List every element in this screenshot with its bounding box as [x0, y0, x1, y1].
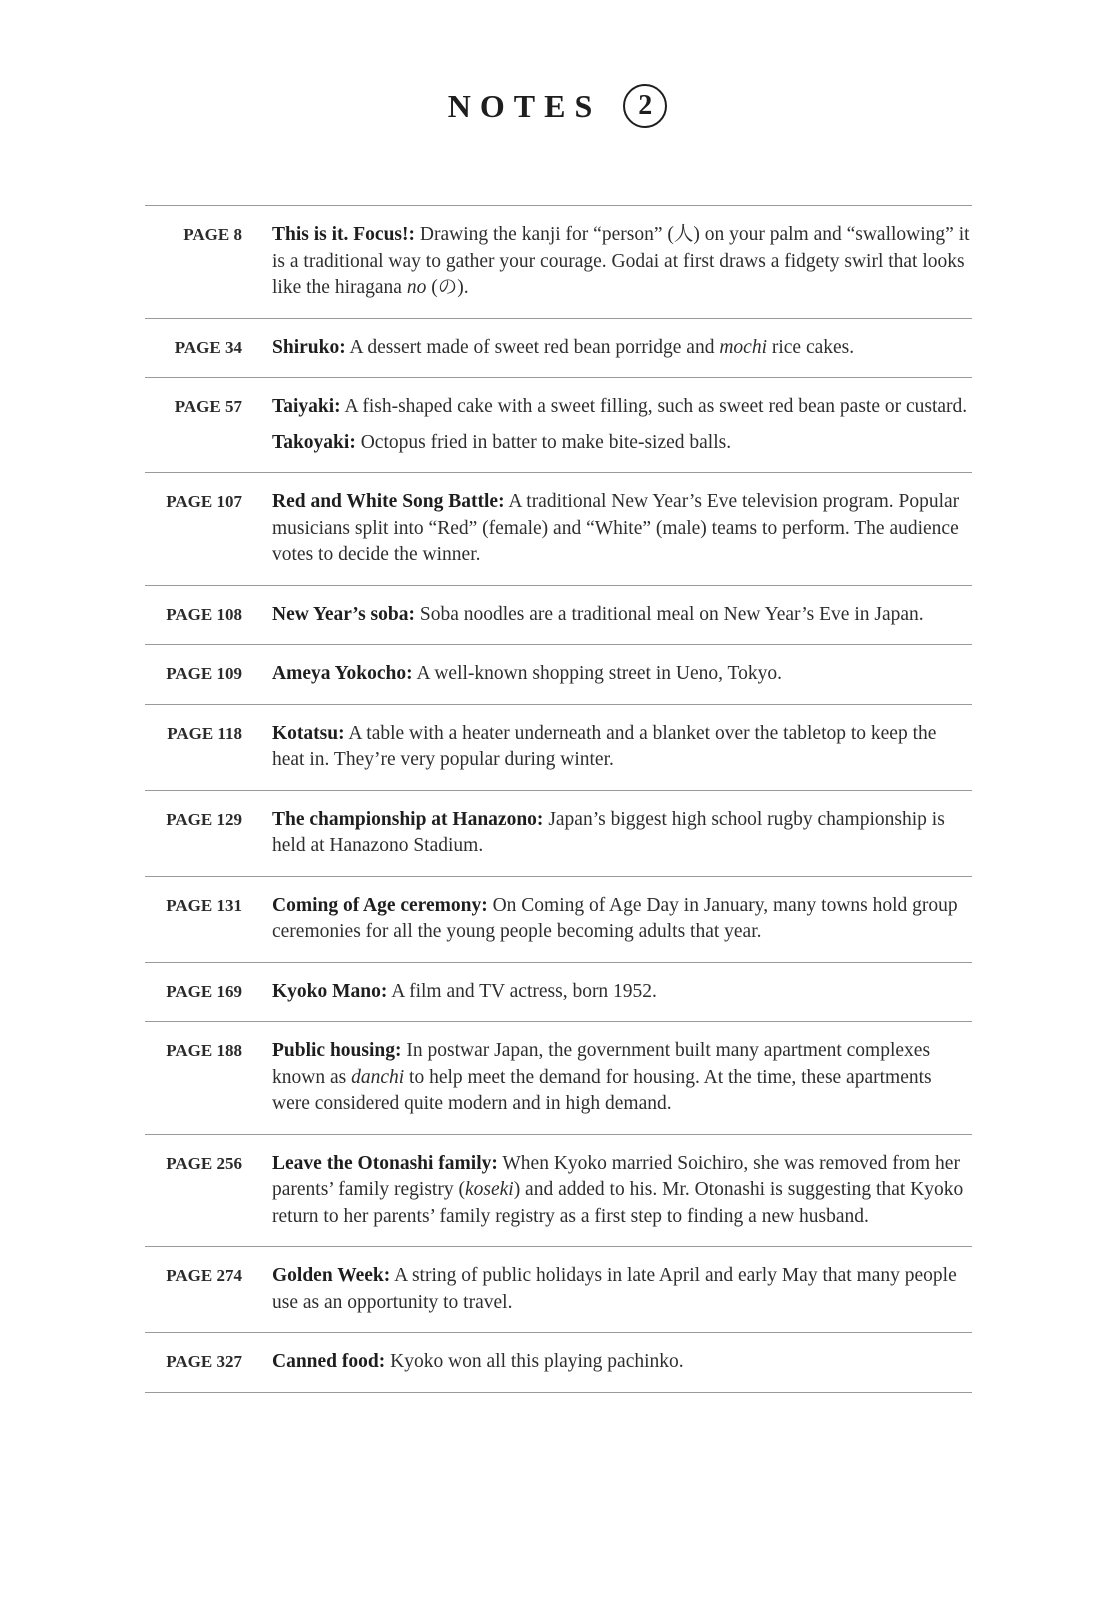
note-term: Ameya Yokocho: [272, 663, 413, 684]
note-text: On Coming of Age Day in January, many towns hold group ceremonies for all the young people becoming adults that year. [272, 894, 958, 942]
note-row [145, 586, 972, 646]
note-entry [272, 602, 972, 629]
note-term: Public housing: [272, 1040, 402, 1061]
page-reference: PAGE 108 [166, 604, 242, 624]
note-entry [272, 1038, 972, 1118]
note-term: Leave the Otonashi family: [272, 1152, 498, 1174]
note-body [272, 489, 972, 569]
note-text: Octopus fried in batter to make bite-sized balls. [355, 431, 732, 453]
note-body [272, 394, 972, 456]
note-text: Soba noodles are a traditional meal on New Year’s Eve in Japan. [414, 603, 924, 625]
page-reference: PAGE 8 [183, 225, 242, 244]
note-entry [272, 430, 972, 457]
notes-list [145, 205, 972, 1393]
note-entry [272, 394, 972, 421]
note-italic-term: mochi [719, 336, 767, 358]
note-text: A fish-shaped cake with a sweet filling, such as sweet red bean paste or custard. [340, 396, 968, 417]
note-entry [272, 222, 972, 302]
note-text: When Kyoko married Soichiro, she was removed from her parents’ family registry ( [272, 1152, 960, 1200]
note-row [145, 877, 972, 963]
note-row [145, 791, 972, 877]
page-reference: PAGE 169 [166, 981, 242, 1001]
note-body [272, 602, 972, 629]
chapter-number-badge: 2 [623, 84, 667, 128]
note-text-continued: rice cakes. [766, 336, 855, 358]
page-title [0, 84, 1115, 128]
note-entry [272, 1263, 972, 1316]
note-entry [272, 721, 972, 774]
page-reference: PAGE 118 [167, 723, 242, 743]
note-row [145, 705, 972, 791]
page-reference: PAGE 34 [174, 337, 242, 357]
page-reference: PAGE 327 [166, 1352, 242, 1371]
note-term: The championship at Hanazono: [272, 808, 544, 830]
note-body [272, 661, 972, 688]
note-body [272, 1038, 972, 1118]
note-body [272, 893, 972, 946]
note-entry [272, 979, 972, 1006]
note-text: Japan’s biggest high school rugby championship is held at Hanazono Stadium. [272, 808, 945, 856]
note-entry [272, 1349, 972, 1376]
note-row [145, 473, 972, 586]
note-body [272, 1151, 972, 1231]
note-text: Kyoko won all this playing pachinko. [385, 1351, 684, 1372]
note-text-continued: (の). [426, 277, 469, 298]
note-term: New Year’s soba: [272, 603, 415, 625]
title-text: NOTES [447, 87, 602, 124]
page-reference: PAGE 107 [166, 492, 242, 511]
page-reference: PAGE 256 [166, 1153, 242, 1173]
page-reference: PAGE 274 [166, 1266, 242, 1285]
note-entry [272, 1151, 972, 1231]
note-body [272, 222, 972, 302]
note-text-continued: ) and added to his. Mr. Otonashi is suggesting that Kyoko return to her parents’ family registry as a first step to finding a new husband. [272, 1179, 964, 1227]
note-row [145, 963, 972, 1023]
note-term: Canned food: [272, 1351, 386, 1372]
note-term: Golden Week: [272, 1265, 391, 1286]
note-entry [272, 489, 972, 569]
note-italic-term: danchi [351, 1066, 405, 1088]
note-term: Takoyaki: [272, 431, 356, 453]
note-term: Coming of Age ceremony: [272, 894, 488, 916]
note-row [145, 378, 972, 473]
note-entry [272, 661, 972, 688]
note-row [145, 1333, 972, 1393]
note-body [272, 1349, 972, 1376]
page-reference: PAGE 129 [166, 809, 242, 829]
note-row [145, 319, 972, 379]
note-row [145, 206, 972, 319]
note-term: Shiruko: [272, 336, 346, 358]
note-text: In postwar Japan, the government built many apartment complexes known as [272, 1040, 931, 1088]
note-row [145, 645, 972, 705]
note-body [272, 979, 972, 1006]
note-body [272, 1263, 972, 1316]
page-reference: PAGE 188 [166, 1041, 242, 1060]
note-text: A dessert made of sweet red bean porridge and [345, 336, 720, 358]
note-body [272, 335, 972, 362]
note-text: A string of public holidays in late April and early May that many people use as an opportunity to travel. [272, 1265, 957, 1313]
note-body [272, 721, 972, 774]
note-text: A traditional New Year’s Eve television program. Popular musicians split into “Red” (female) and “White” (male) teams to perform. The audience votes to decide the winner. [272, 491, 960, 565]
page-reference: PAGE 57 [174, 397, 242, 416]
note-text: Drawing the kanji for “person” (人) on your palm and “swallowing” it is a traditional way to gather your courage. Godai at first draws a fidgety swirl that looks like the hiragana [272, 224, 970, 298]
note-row [145, 1247, 972, 1333]
note-entry [272, 335, 972, 362]
note-entry [272, 893, 972, 946]
note-term: Kotatsu: [272, 722, 345, 744]
note-text-continued: to help meet the demand for housing. At the time, these apartments were considered quite modern and in high demand. [272, 1066, 932, 1114]
page-reference: PAGE 131 [166, 895, 242, 915]
note-text: A well-known shopping street in Ueno, Tokyo. [412, 663, 782, 684]
note-text: A table with a heater underneath and a blanket over the tabletop to keep the heat in. They’re very popular during winter. [272, 722, 937, 770]
note-italic-term: no [406, 277, 427, 298]
note-text: A film and TV actress, born 1952. [387, 980, 657, 1002]
note-row [145, 1022, 972, 1135]
note-entry [272, 807, 972, 860]
note-term: This is it. Focus!: [272, 224, 416, 245]
note-body [272, 807, 972, 860]
note-term: Kyoko Mano: [272, 980, 388, 1002]
note-row [145, 1135, 972, 1248]
note-italic-term: koseki [464, 1179, 514, 1200]
note-term: Red and White Song Battle: [272, 491, 505, 512]
note-term: Taiyaki: [272, 396, 341, 417]
page-reference: PAGE 109 [166, 664, 242, 683]
